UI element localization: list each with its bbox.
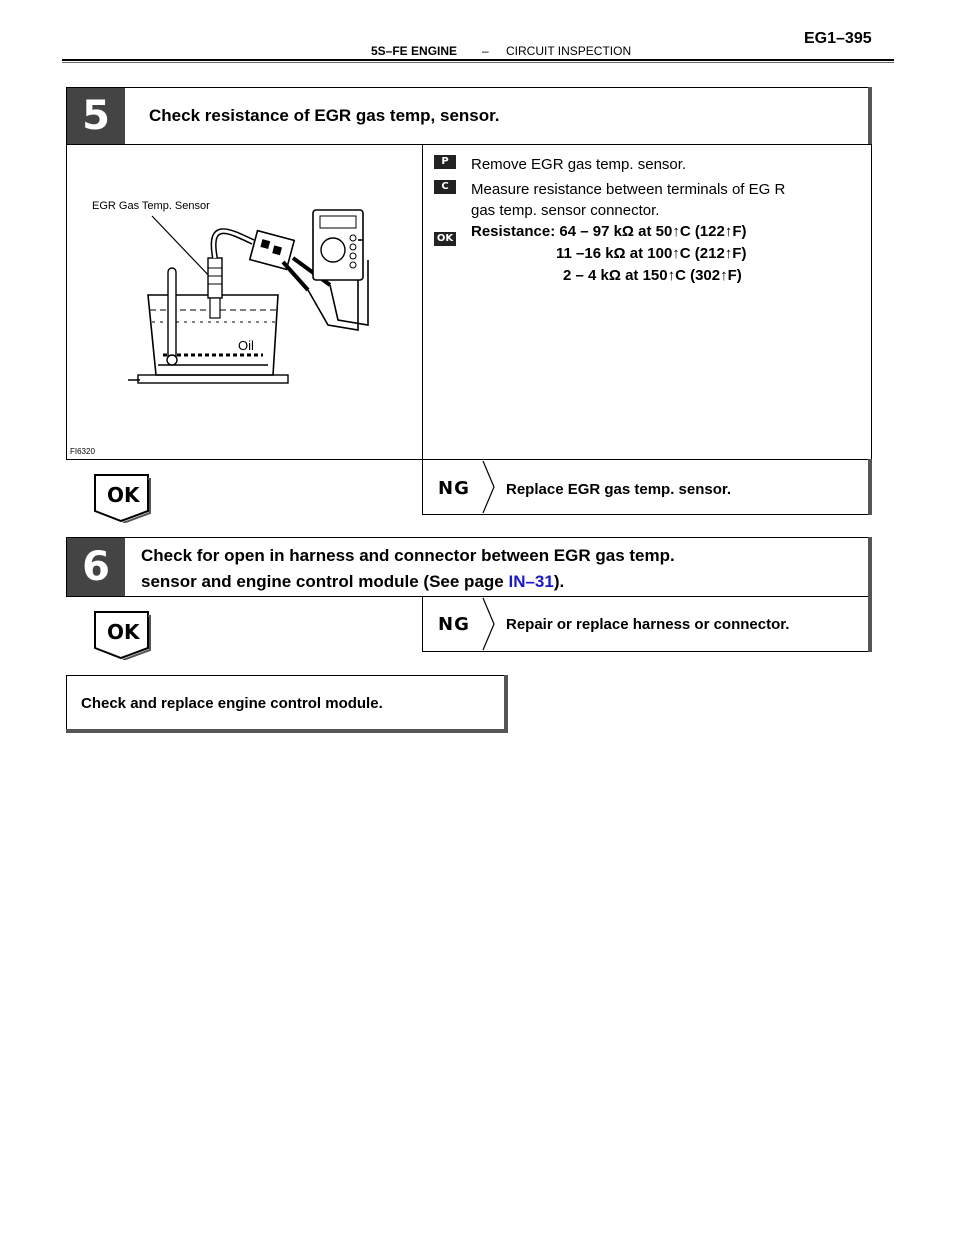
- ok-tag-icon: OK: [434, 232, 456, 246]
- spec-line-2: 11 –16 kΩ at 100↑C (212↑F): [556, 245, 747, 262]
- step-6-title-text: sensor and engine control module (See page: [141, 572, 509, 591]
- check-tag-icon: C: [434, 180, 456, 194]
- ng-chevron-icon-2: [482, 597, 496, 651]
- ng-label-2: NG: [438, 614, 470, 635]
- check-text-line2: gas temp. sensor connector.: [471, 202, 660, 219]
- header-rule: [62, 59, 894, 61]
- sensor-label: EGR Gas Temp. Sensor: [92, 200, 210, 212]
- ok-label-2: OK: [107, 620, 140, 644]
- step-5-number: 5: [67, 88, 125, 144]
- step-6-title-line1: Check for open in harness and connector between EGR gas temp.: [141, 546, 675, 565]
- content-divider: [422, 144, 423, 460]
- header-rule-thin: [62, 62, 894, 63]
- page-number: EG1–395: [804, 30, 872, 47]
- step-6-number: 6: [67, 538, 125, 596]
- step-6-title-shadow: [868, 537, 872, 597]
- header-section: 5S–FE ENGINE: [371, 44, 458, 58]
- ng-action-text: Replace EGR gas temp. sensor.: [506, 481, 732, 498]
- egr-sensor-figure: [68, 150, 418, 455]
- prep-tag-icon: P: [434, 155, 456, 169]
- oil-label: Oil: [238, 338, 254, 353]
- step-5-title: Check resistance of EGR gas temp, sensor.: [149, 106, 500, 125]
- check-text-line1: Measure resistance between terminals of EG R: [471, 181, 786, 198]
- page-link[interactable]: IN–31: [508, 572, 554, 591]
- spec-line-1: Resistance: 64 – 97 kΩ at 50↑C (122↑F): [471, 223, 747, 240]
- spec-line-3: 2 – 4 kΩ at 150↑C (302↑F): [563, 267, 742, 284]
- ng-action-text-2: Repair or replace harness or connector.: [506, 616, 790, 633]
- final-action-text: Check and replace engine control module.: [81, 695, 383, 712]
- ng-label: NG: [438, 478, 470, 499]
- step-5-title-shadow: [868, 87, 872, 145]
- header-separator: –: [482, 44, 489, 58]
- ng-box-shadow-2: [868, 596, 872, 652]
- header-subsection: CIRCUIT INSPECTION: [506, 44, 632, 58]
- prep-text: Remove EGR gas temp. sensor.: [471, 156, 687, 173]
- final-box-shadow: [504, 675, 508, 733]
- ng-box-shadow: [868, 459, 872, 515]
- final-box-shadow-bottom: [66, 729, 508, 733]
- ok-label: OK: [107, 483, 140, 507]
- ng-chevron-icon: [482, 460, 496, 514]
- step-6-title-end: ).: [553, 572, 565, 591]
- figure-id: FI6320: [70, 447, 95, 456]
- step-6-title-line2: [141, 569, 564, 595]
